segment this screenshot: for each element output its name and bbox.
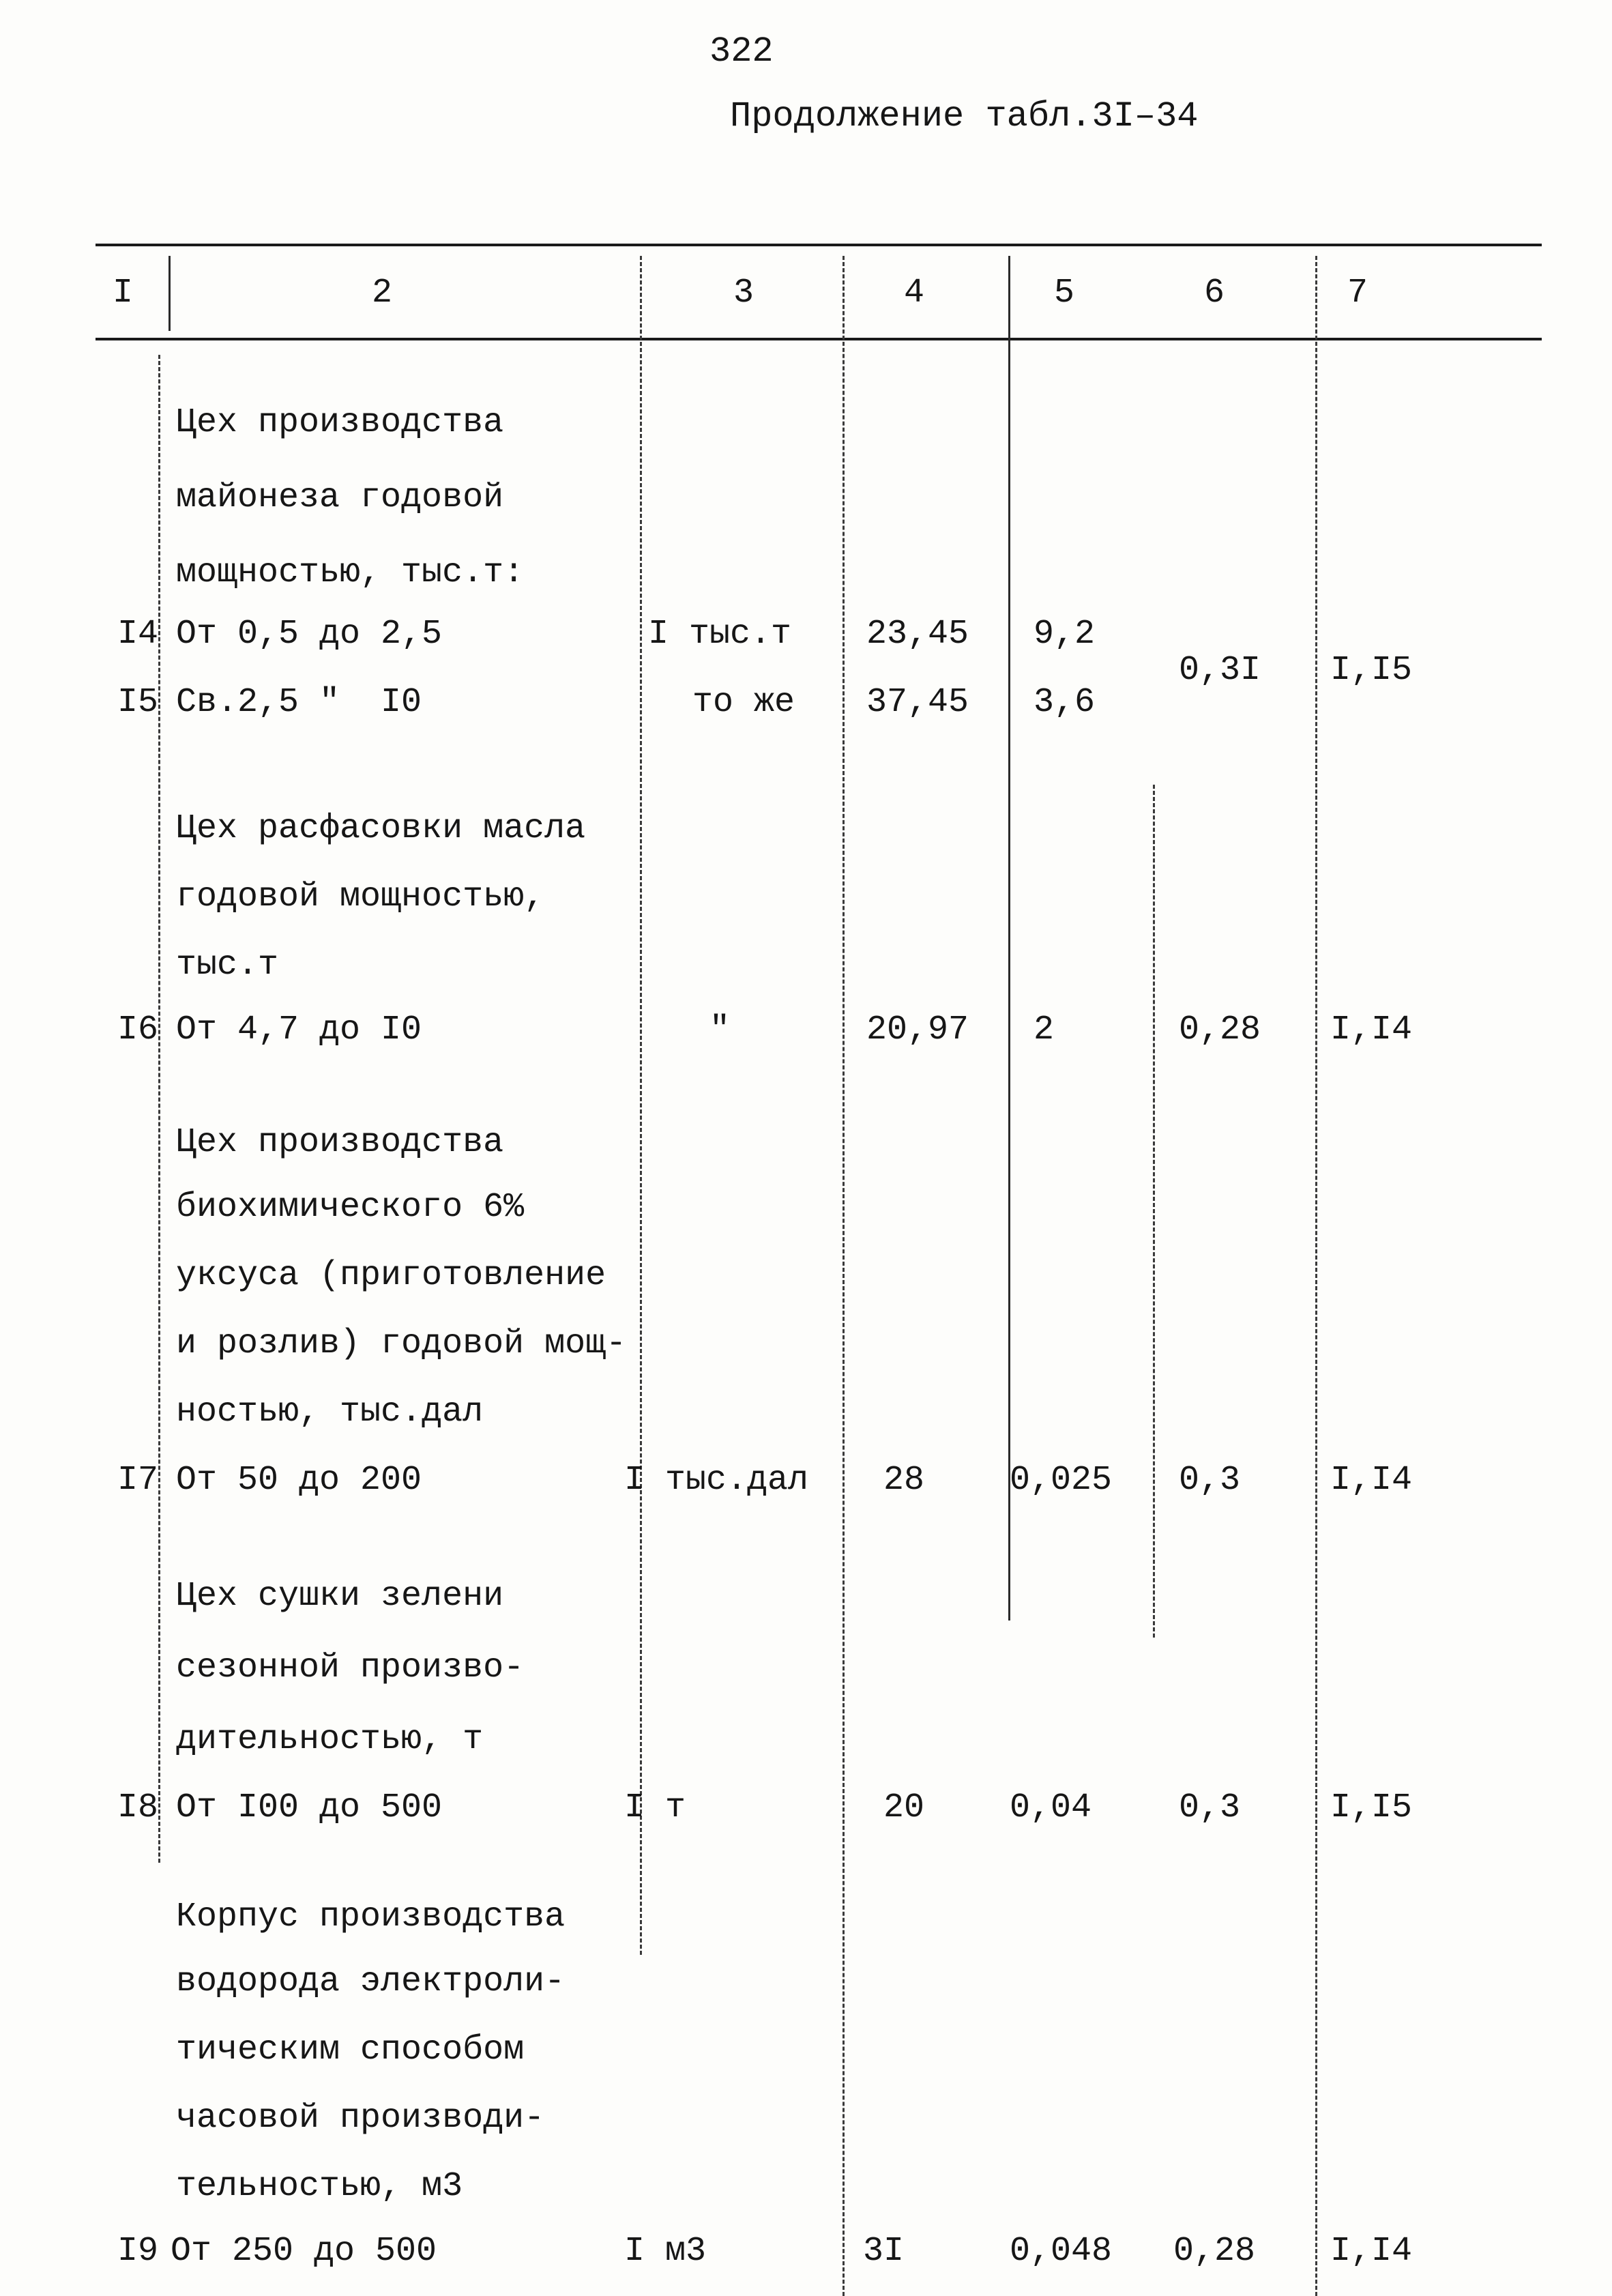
row-number: I7 bbox=[117, 1461, 158, 1500]
column-header-1: I bbox=[112, 274, 133, 313]
group-heading-line: и розлив) годовой мощ- bbox=[176, 1324, 627, 1363]
row-col4: 37,45 bbox=[866, 683, 969, 722]
column-header-7: 7 bbox=[1347, 274, 1368, 313]
group-heading-line: Цех производства bbox=[176, 1123, 504, 1162]
row-col4: 23,45 bbox=[866, 615, 969, 654]
row-name: От 0,5 до 2,5 bbox=[176, 615, 443, 654]
page-number: 322 bbox=[709, 31, 774, 72]
row-unit: " bbox=[709, 1011, 731, 1049]
row-name: От 250 до 500 bbox=[171, 2232, 437, 2271]
group-heading-line: тическим способом bbox=[176, 2031, 525, 2069]
row-col5: 0,04 bbox=[1010, 1788, 1092, 1827]
column-divider bbox=[158, 355, 160, 1863]
row-col7: I,I4 bbox=[1330, 1011, 1413, 1049]
column-divider bbox=[1315, 256, 1317, 2296]
row-col5: 3,6 bbox=[1034, 683, 1096, 722]
column-header-3: 3 bbox=[733, 274, 754, 313]
column-divider bbox=[1153, 785, 1155, 1638]
row-col5: 9,2 bbox=[1034, 615, 1096, 654]
group-heading-line: Цех сушки зелени bbox=[176, 1577, 504, 1616]
group-heading-line: уксуса (приготовление bbox=[176, 1256, 606, 1295]
row-unit: I м3 bbox=[624, 2232, 707, 2271]
group-heading-line: Цех производства bbox=[176, 403, 504, 442]
group-heading-line: ностью, тыс.дал bbox=[176, 1393, 484, 1432]
group-heading-line: Цех расфасовки масла bbox=[176, 809, 586, 848]
row-col6: 0,3 bbox=[1179, 1461, 1241, 1500]
group-heading-line: биохимического 6% bbox=[176, 1188, 525, 1227]
row-col5: 0,048 bbox=[1010, 2232, 1113, 2271]
row-col7: I,I5 bbox=[1330, 651, 1413, 690]
row-unit: I тыс.дал bbox=[624, 1461, 809, 1500]
group-heading-line: водорода электроли- bbox=[176, 1962, 566, 2001]
row-unit: то же bbox=[692, 683, 795, 722]
group-heading-line: сезонной произво- bbox=[176, 1648, 525, 1687]
row-col6: 0,3I bbox=[1179, 651, 1261, 690]
row-name: От I00 до 500 bbox=[176, 1788, 443, 1827]
column-header-4: 4 bbox=[903, 274, 924, 313]
row-col4: 3I bbox=[862, 2232, 904, 2271]
row-number: I4 bbox=[117, 615, 158, 654]
group-heading-line: тельностью, м3 bbox=[176, 2167, 463, 2206]
group-heading-line: Корпус производства bbox=[176, 1898, 566, 1936]
column-header-5: 5 bbox=[1053, 274, 1074, 313]
row-col4: 28 bbox=[883, 1461, 924, 1500]
group-heading-line: годовой мощностью, bbox=[176, 877, 545, 916]
row-col6: 0,28 bbox=[1179, 1011, 1261, 1049]
row-col6: 0,28 bbox=[1173, 2232, 1256, 2271]
row-col5: 0,025 bbox=[1010, 1461, 1113, 1500]
row-name: От 4,7 до I0 bbox=[176, 1011, 422, 1049]
row-col4: 20 bbox=[883, 1788, 924, 1827]
row-col7: I,I4 bbox=[1330, 1461, 1413, 1500]
table-top-rule bbox=[96, 244, 1542, 246]
group-heading-line: дительностью, т bbox=[176, 1720, 484, 1759]
row-col7: I,I5 bbox=[1330, 1788, 1413, 1827]
row-number: I8 bbox=[117, 1788, 158, 1827]
group-heading-line: мощностью, тыс.т: bbox=[176, 553, 525, 592]
group-heading-line: майонеза годовой bbox=[176, 478, 504, 517]
column-divider bbox=[168, 256, 171, 331]
row-unit: I тыс.т bbox=[648, 615, 792, 654]
row-col7: I,I4 bbox=[1330, 2232, 1413, 2271]
column-divider bbox=[842, 256, 845, 2296]
column-header-2: 2 bbox=[371, 274, 392, 313]
column-divider bbox=[640, 256, 642, 1955]
row-col5: 2 bbox=[1034, 1011, 1055, 1049]
row-number: I5 bbox=[117, 683, 158, 722]
column-divider bbox=[1008, 256, 1010, 1621]
continuation-title: Продолжение табл.3I–34 bbox=[730, 96, 1199, 136]
table-header-rule bbox=[96, 338, 1542, 340]
row-number: I6 bbox=[117, 1011, 158, 1049]
group-heading-line: тыс.т bbox=[176, 946, 279, 985]
row-name: От 50 до 200 bbox=[176, 1461, 422, 1500]
row-col4: 20,97 bbox=[866, 1011, 969, 1049]
column-header-6: 6 bbox=[1203, 274, 1225, 313]
row-name: Св.2,5 " I0 bbox=[176, 683, 422, 722]
group-heading-line: часовой производи- bbox=[176, 2099, 545, 2138]
row-col6: 0,3 bbox=[1179, 1788, 1241, 1827]
row-unit: I т bbox=[624, 1788, 686, 1827]
row-number: I9 bbox=[117, 2232, 158, 2271]
